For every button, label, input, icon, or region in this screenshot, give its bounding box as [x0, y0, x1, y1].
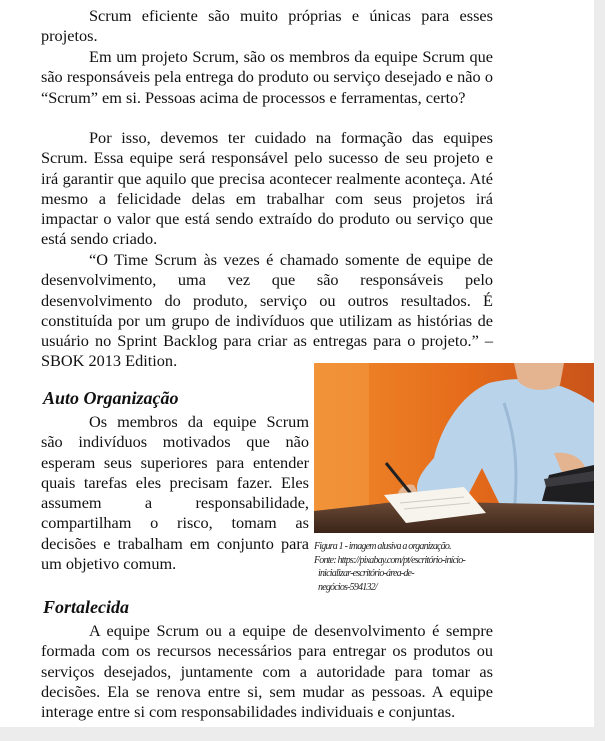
- viewer-background-bottom: [0, 727, 605, 741]
- figure-caption: [314, 540, 500, 594]
- viewer-background-right: [594, 0, 605, 741]
- heading-fortalecida: Fortalecida: [43, 597, 129, 617]
- office-worker-illustration: [314, 363, 594, 533]
- paragraph-team-responsibility: Em um projeto Scrum, são os membros da equipe Scrum que são responsáveis pela entrega do produto ou serviço desejado e não o “Scrum” em si. Pessoas acima de processos e ferramentas, certo?: [41, 47, 493, 107]
- paragraph-sbok-quote: “O Time Scrum às vezes é chamado somente de equipe de desenvolvimento, uma vez que são responsáveis pelo desenvolvimento do produto, serviço ou outros resultados. É constituída por um grupo de indivíduos que utilizam as histórias de usuário no Sprint Backlog para criar as entregas para o projeto.” – SBOK 2013 Edition.: [41, 250, 493, 371]
- paragraph-strengthened-team: A equipe Scrum ou a equipe de desenvolvimento é sempre formada com os recursos necessários para entregar os produtos ou serviços desejados, juntamente com a autoridade para tomar as decisões. Ela se renova entre si, sem mudar as pessoas. A equipe interage entre si com responsabilidades individuais e conjuntas.: [41, 621, 493, 722]
- caption-title: Figura 1 - imagem alusiva a organização.: [314, 541, 451, 552]
- paragraph-intro-end: Scrum eficiente são muito próprias e únicas para esses projetos.: [41, 6, 493, 46]
- paragraph-self-organization: Os membros da equipe Scrum são indivíduos motivados que não esperam seus superiores para entender quais tarefas eles precisam fazer. Eles assumem a responsabilidade, compartilham o risco, tomam as decisões e trabalham em conjunto para um objetivo comum.: [41, 412, 309, 574]
- caption-source-line-1: Fonte: https://pixabay.com/pt/escritório-início-: [314, 554, 466, 566]
- caption-source-line-2: inicializar-escritório-área-de-: [318, 568, 414, 579]
- figure-office-image: [314, 363, 594, 533]
- caption-source-line-3: negócios-594132/: [318, 581, 377, 593]
- heading-auto-organizacao: Auto Organização: [43, 388, 179, 408]
- paragraph-team-formation: Por isso, devemos ter cuidado na formação das equipes Scrum. Essa equipe será responsável pelo sucesso de seu projeto e irá garantir que aquilo que precisa acontecer realmente aconteça. Até mesmo a felicidade delas em trabalhar com seus projetos irá impactar o valor que está sendo extraído do produto ou serviço que está sendo criado.: [41, 128, 493, 249]
